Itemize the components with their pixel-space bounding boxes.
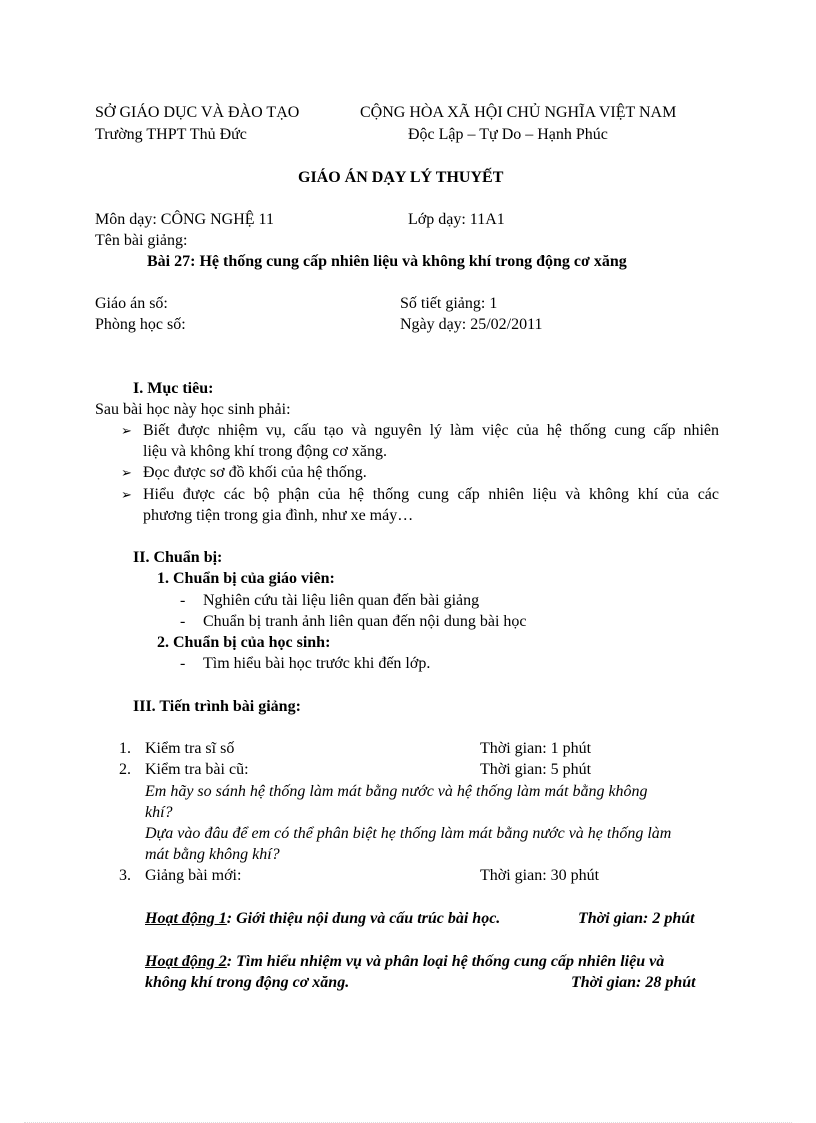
objective-item-cont: phương tiện trong gia đình, như xe máy… [143,507,414,524]
objective-item-cont: liệu và không khí trong động cơ xăng. [143,443,387,460]
teacher-prep-item: Chuẩn bị tranh ảnh liên quan đến nội dung bài học [203,613,527,630]
lesson-title: Bài 27: Hệ thống cung cấp nhiên liệu và không khí trong động cơ xăng [147,253,627,270]
step-number: 1. [119,740,131,757]
step-time: Thời gian: 30 phút [480,867,600,884]
activity-label: Hoạt động 1 [145,910,227,927]
review-question-cont: mát bằng không khí? [145,846,280,863]
arrow-bullet-icon: ➢ [121,465,132,480]
activity-2 [145,952,664,972]
arrow-bullet-icon: ➢ [121,487,132,502]
activity-time: Thời gian: 28 phút [571,974,696,991]
teaching-date: Ngày dạy: 25/02/2011 [400,316,543,333]
activity-time: Thời gian: 2 phút [578,910,695,927]
plan-number: Giáo án số: [95,295,168,312]
step-time: Thời gian: 1 phút [480,740,592,757]
activity-label: Hoạt động 2 [145,953,227,970]
objectives-intro: Sau bài học này học sinh phải: [95,401,291,418]
period-count: Số tiết giảng: 1 [400,295,498,312]
section-objectives-heading: I. Mục tiêu: [133,380,214,397]
step-label: Kiểm tra bài cũ: [145,761,249,778]
objective-item: Hiểu được các bộ phận của hệ thống cung cấp nhiên liệu và không khí của các [143,486,719,503]
department-name: SỞ GIÁO DỤC VÀ ĐÀO TẠO [95,104,300,121]
subject-line: Môn dạy: CÔNG NGHỆ 11 [95,211,274,228]
national-motto: Độc Lập – Tự Do – Hạnh Phúc [408,126,608,143]
section-process-heading: III. Tiến trình bài giảng: [133,698,301,715]
activity-text-cont: không khí trong động cơ xăng. [145,974,350,991]
room-number: Phòng học số: [95,316,186,333]
student-prep-heading: 2. Chuẩn bị của học sinh: [157,634,331,651]
objective-item: Đọc được sơ đồ khối của hệ thống. [143,464,367,481]
activity-text: : Giới thiệu nội dung và cấu trúc bài học. [226,910,501,927]
step-number: 3. [119,867,131,884]
activity-text: : Tìm hiểu nhiệm vụ và phân loại hệ thống cung cấp nhiên liệu và [226,953,665,970]
step-label: Giảng bài mới: [145,867,242,884]
review-question-cont: khí? [145,804,173,821]
lesson-label: Tên bài giảng: [95,232,188,249]
review-question: Dựa vào đâu để em có thể phân biệt hẹ thống làm mát bằng nước và hẹ thống làm [145,825,672,842]
objective-item: Biết được nhiệm vụ, cấu tạo và nguyên lý làm việc của hệ thống cung cấp nhiên [143,422,719,439]
dash-bullet: - [180,592,186,609]
section-preparation-heading: II. Chuẩn bị: [133,549,223,566]
step-number: 2. [119,761,131,778]
school-name: Trường THPT Thủ Đức [95,126,247,143]
teacher-prep-item: Nghiên cứu tài liệu liên quan đến bài giảng [203,592,480,609]
step-label: Kiểm tra sĩ số [145,740,235,757]
document-title: GIÁO ÁN DẠY LÝ THUYẾT [298,169,504,186]
step-time: Thời gian: 5 phút [480,761,592,778]
class-line: Lớp dạy: 11A1 [408,211,505,228]
arrow-bullet-icon: ➢ [121,423,132,438]
teacher-prep-heading: 1. Chuẩn bị của giáo viên: [157,570,335,587]
dash-bullet: - [180,613,186,630]
activity-1 [145,909,500,929]
student-prep-item: Tìm hiểu bài học trước khi đến lớp. [203,655,431,672]
country-name: CỘNG HÒA XÃ HỘI CHỦ NGHĨA VIỆT NAM [360,104,677,121]
review-question: Em hãy so sánh hệ thống làm mát bằng nước và hệ thống làm mát bằng không [145,783,648,800]
dash-bullet: - [180,655,186,672]
